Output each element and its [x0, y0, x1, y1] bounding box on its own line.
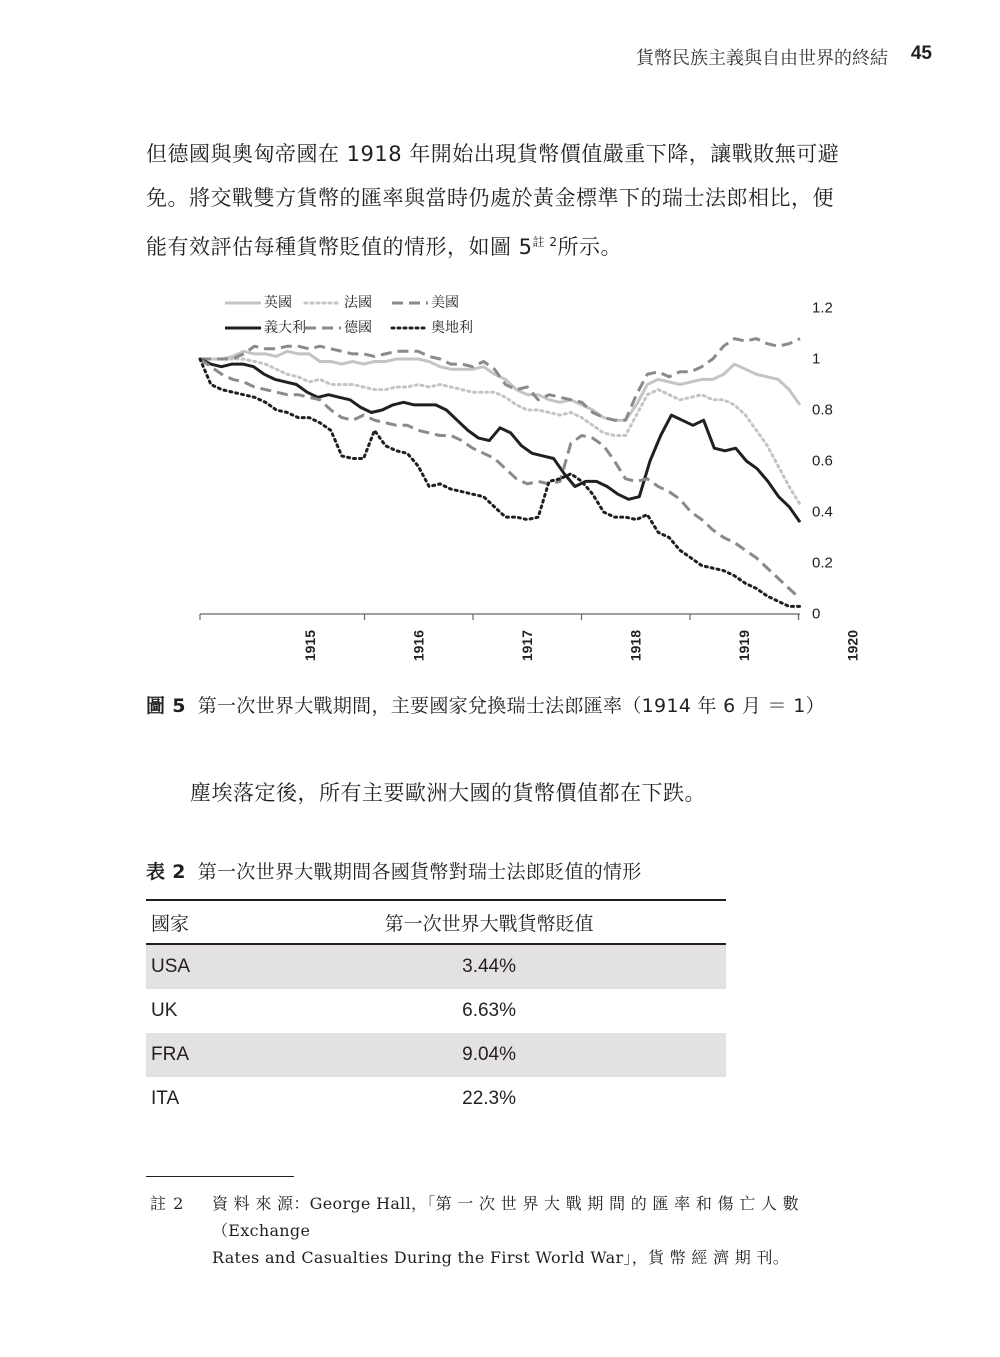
legend-label: 德國 — [344, 320, 372, 336]
page-number: 45 — [910, 43, 932, 64]
para1-line3-end: 所示。 — [557, 235, 622, 259]
legend-label: 英國 — [264, 295, 292, 311]
cell-value: 22.3% — [462, 1088, 517, 1109]
table-row — [146, 989, 726, 1033]
figure-caption — [146, 691, 825, 718]
cell-country: ITA — [151, 1088, 180, 1109]
body-paragraph-2: 塵埃落定後，所有主要歐洲大國的貨幣價值都在下跌。 — [190, 781, 706, 805]
legend-label: 法國 — [344, 295, 372, 311]
footnote-line1: 資 料 來 源：George Hall，「第 一 次 世 界 大 戰 期 間 的 匯 率 和 傷 亡 人 數（Exchange — [212, 1194, 799, 1240]
y-tick-label: 0.8 — [812, 401, 833, 419]
body-paragraph-1 — [146, 132, 896, 269]
series-line — [200, 359, 800, 522]
footnote-label: 註 2 — [150, 1194, 185, 1213]
series-line — [200, 359, 800, 606]
x-tick-label: 1920 — [844, 630, 861, 662]
table-row — [146, 1077, 726, 1121]
y-tick-label: 0 — [812, 605, 821, 623]
para1-line3: 能有效評估每種貨幣貶值的情形，如圖 5 — [146, 235, 533, 259]
running-header — [0, 44, 1000, 74]
table-label: 表 2 — [146, 861, 186, 883]
y-tick-label: 1 — [812, 350, 821, 368]
chart-svg — [140, 280, 880, 680]
table-row — [146, 944, 726, 989]
x-tick-label: 1916 — [410, 630, 427, 662]
y-tick-label: 0.4 — [812, 503, 833, 521]
x-tick-label: 1915 — [302, 630, 318, 662]
cell-country: UK — [151, 1000, 178, 1021]
header-country: 國家 — [146, 900, 252, 944]
table-header-row — [146, 900, 726, 944]
legend-label: 義大利 — [264, 320, 306, 336]
exchange-rate-chart — [140, 280, 880, 680]
x-tick-label: 1918 — [627, 630, 644, 662]
footnote-text — [212, 1190, 892, 1271]
running-head-title: 貨幣民族主義與自由世界的終結 — [636, 48, 888, 69]
header-devaluation: 第一次世界大戰貨幣貶值 — [252, 900, 726, 944]
legend-label: 奧地利 — [431, 320, 473, 336]
para1-line1: 但德國與奧匈帝國在 1918 年開始出現貨幣價值嚴重下降，讓戰敗無可避 — [146, 142, 840, 166]
x-tick-label: 1919 — [736, 630, 752, 662]
table-title: 第一次世界大戰期間各國貨幣對瑞士法郎貶值的情形 — [197, 861, 642, 883]
para1-line2: 免。將交戰雙方貨幣的匯率與當時仍處於黃金標準下的瑞士法郎相比，便 — [146, 186, 834, 210]
table-caption — [146, 857, 642, 884]
cell-country: USA — [146, 944, 252, 989]
cell-value: 6.63% — [462, 1000, 517, 1021]
figure-caption-text: 第一次世界大戰期間，主要國家兌換瑞士法郎匯率（1914 年 6 月 ＝ 1） — [197, 695, 825, 717]
footnote-line2: Rates and Casualties During the First World War」，貨 幣 經 濟 期 刊。 — [212, 1248, 790, 1267]
table-row — [146, 1033, 726, 1077]
footnote-rule — [146, 1176, 294, 1177]
y-tick-label: 0.6 — [812, 452, 833, 470]
x-tick-label: 1917 — [519, 630, 535, 662]
cell-value: 9.04% — [252, 1033, 726, 1077]
y-tick-label: 0.2 — [812, 554, 833, 572]
cell-country: FRA — [146, 1033, 252, 1077]
footnote-ref[interactable]: 註 2 — [532, 235, 558, 249]
legend-label: 美國 — [431, 295, 459, 311]
y-tick-label: 1.2 — [812, 299, 833, 317]
devaluation-table — [146, 899, 726, 1121]
figure-label: 圖 5 — [146, 695, 186, 717]
cell-value: 3.44% — [252, 944, 726, 989]
